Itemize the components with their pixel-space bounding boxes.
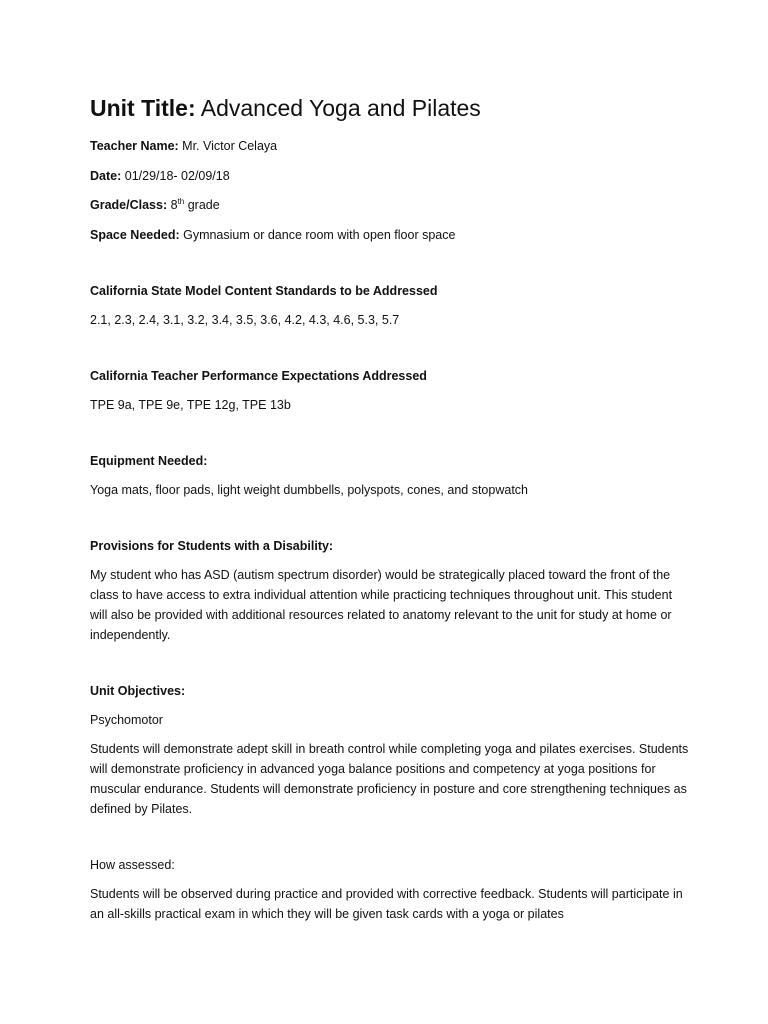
spacer (90, 339, 690, 366)
unit-title-label: Unit Title: (90, 95, 196, 121)
grade-class-label: Grade/Class: (90, 198, 168, 212)
grade-class-suffix: th (177, 196, 185, 206)
date-value: 01/29/18- 02/09/18 (121, 168, 230, 183)
unit-title (90, 88, 690, 128)
space-needed-field (90, 225, 690, 245)
date-label: Date: (90, 168, 122, 183)
objectives-heading: Unit Objectives: (90, 684, 186, 698)
standards-heading: California State Model Content Standards to be Addressed (90, 284, 438, 298)
document-body (90, 88, 690, 933)
spacer (90, 424, 690, 451)
tpe-list: TPE 9a, TPE 9e, TPE 12g, TPE 13b (90, 398, 291, 412)
unit-title-value: Advanced Yoga and Pilates (195, 95, 481, 121)
equipment-list: Yoga mats, floor pads, light weight dumbbells, polyspots, cones, and stopwatch (90, 483, 528, 497)
grade-class-rest: grade (184, 198, 220, 212)
provisions-heading: Provisions for Students with a Disability: (90, 539, 334, 553)
standards-list: 2.1, 2.3, 2.4, 3.1, 3.2, 3.4, 3.5, 3.6, 4.2, 4.3, 4.6, 5.3, 5.7 (90, 313, 400, 327)
tpe-heading: California Teacher Performance Expectations Addressed (90, 369, 427, 383)
spacer (90, 654, 690, 681)
date-field (90, 166, 690, 186)
spacer (90, 509, 690, 536)
space-needed-label: Space Needed: (90, 227, 180, 242)
objectives-text: Students will demonstrate adept skill in breath control while completing yoga and pilates exercises. Students will demonstrate proficiency in advanced yoga balance positions and competency at yoga positions for muscular endurance. Students will demonstrate proficiency in posture and core strengthening techniques as defined by Pilates. (90, 742, 689, 816)
objectives-subheading: Psychomotor (90, 713, 163, 727)
teacher-name-field (90, 136, 690, 156)
equipment-heading: Equipment Needed: (90, 454, 208, 468)
assessed-text: Students will be observed during practice and provided with corrective feedback. Students will participate in an all-skills practical exam in which they will be given task cards with a yoga or pilates (90, 887, 683, 921)
assessed-heading: How assessed: (90, 858, 175, 872)
teacher-name-value: Mr. Victor Celaya (178, 139, 278, 153)
provisions-text: My student who has ASD (autism spectrum disorder) would be strategically placed toward the front of the class to have access to extra individual attention while practicing techniques throughout unit. This student will also be provided with additional resources related to anatomy relevant to the unit for study at home or independently. (90, 568, 673, 642)
spacer (90, 828, 690, 855)
spacer (90, 254, 690, 281)
space-needed-value: Gymnasium or dance room with open floor space (179, 227, 456, 242)
teacher-name-label: Teacher Name: (90, 139, 179, 153)
grade-class-number: 8 (167, 198, 178, 212)
grade-class-field (90, 195, 690, 215)
